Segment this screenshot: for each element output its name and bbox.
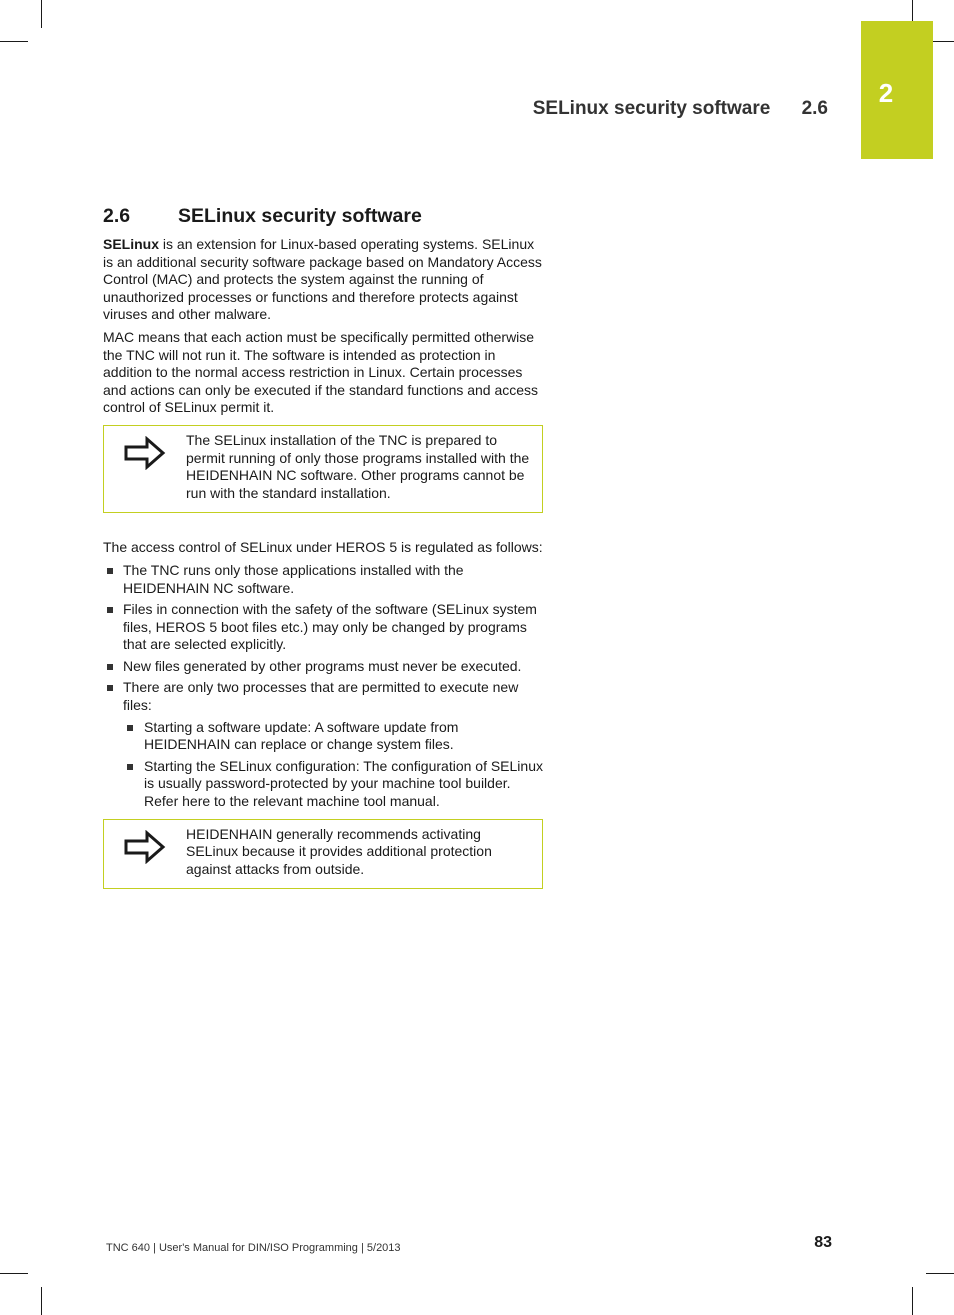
paragraph-intro: [103, 236, 543, 324]
note-text: The SELinux installation of the TNC is prepared to permit running of only those programs installed with the HEIDENHAIN NC software. Other programs cannot be run with the standard installation.: [186, 431, 530, 501]
sub-list-item: Starting the SELinux configuration: The configuration of SELinux is usually password-protected by your machine tool builder. Refer here to the relevant machine tool manual.: [123, 758, 543, 811]
crop-mark: [926, 1273, 954, 1274]
paragraph-intro-text: is an extension for Linux-based operating systems. SELinux is an additional security software package based on Mandatory Access Control (MAC) and protects the system against the running of unauthorized processes or functions and therefore protects against viruses and other malware.: [103, 236, 542, 323]
arrow-right-icon: [104, 820, 186, 889]
section-title: SELinux security software: [178, 205, 422, 227]
crop-mark: [912, 1287, 913, 1315]
bullet-list: [103, 562, 543, 811]
crop-mark: [0, 41, 28, 42]
arrow-right-icon: [104, 426, 186, 512]
chapter-tab: [861, 21, 933, 159]
crop-mark: [0, 1273, 28, 1274]
footer-text: TNC 640 | User's Manual for DIN/ISO Programming | 5/2013: [106, 1242, 401, 1254]
running-header-section: 2.6: [801, 98, 828, 119]
list-item: The TNC runs only those applications installed with the HEIDENHAIN NC software.: [103, 562, 543, 597]
note-box: [103, 819, 543, 890]
sub-bullet-list: [123, 719, 543, 811]
chapter-number: 2: [878, 78, 894, 108]
keyword-selinux: SELinux: [103, 236, 160, 252]
running-header-title: SELinux security software: [532, 98, 771, 119]
note-box: [103, 425, 543, 513]
list-item-text: There are only two processes that are permitted to execute new files:: [123, 679, 519, 714]
paragraph-mac: MAC means that each action must be specifically permitted otherwise the TNC will not run it. The software is intended as protection in addition to the normal access restriction in Linux. Certain processes and actions can only be executed if the standard functions and access control of SELinux permit it.: [103, 328, 539, 416]
section-heading: [103, 204, 543, 228]
note-text: HEIDENHAIN generally recommends activating SELinux because it provides additional protection against attacks from outside.: [186, 825, 492, 877]
list-item: [103, 679, 543, 810]
list-item: New files generated by other programs must never be executed.: [103, 658, 543, 676]
paragraph-access-control: The access control of SELinux under HEROS 5 is regulated as follows:: [103, 539, 543, 556]
crop-mark: [41, 1287, 42, 1315]
page-number: 83: [814, 1234, 832, 1251]
main-content: [103, 204, 543, 915]
crop-mark: [41, 0, 42, 28]
list-item: Files in connection with the safety of the software (SELinux system files, HEROS 5 boot files etc.) may only be changed by programs that are selected explicitly.: [103, 601, 543, 654]
running-header: [533, 98, 828, 120]
section-number: 2.6: [103, 205, 131, 227]
sub-list-item: Starting a software update: A software update from HEIDENHAIN can replace or change system files.: [123, 719, 543, 754]
